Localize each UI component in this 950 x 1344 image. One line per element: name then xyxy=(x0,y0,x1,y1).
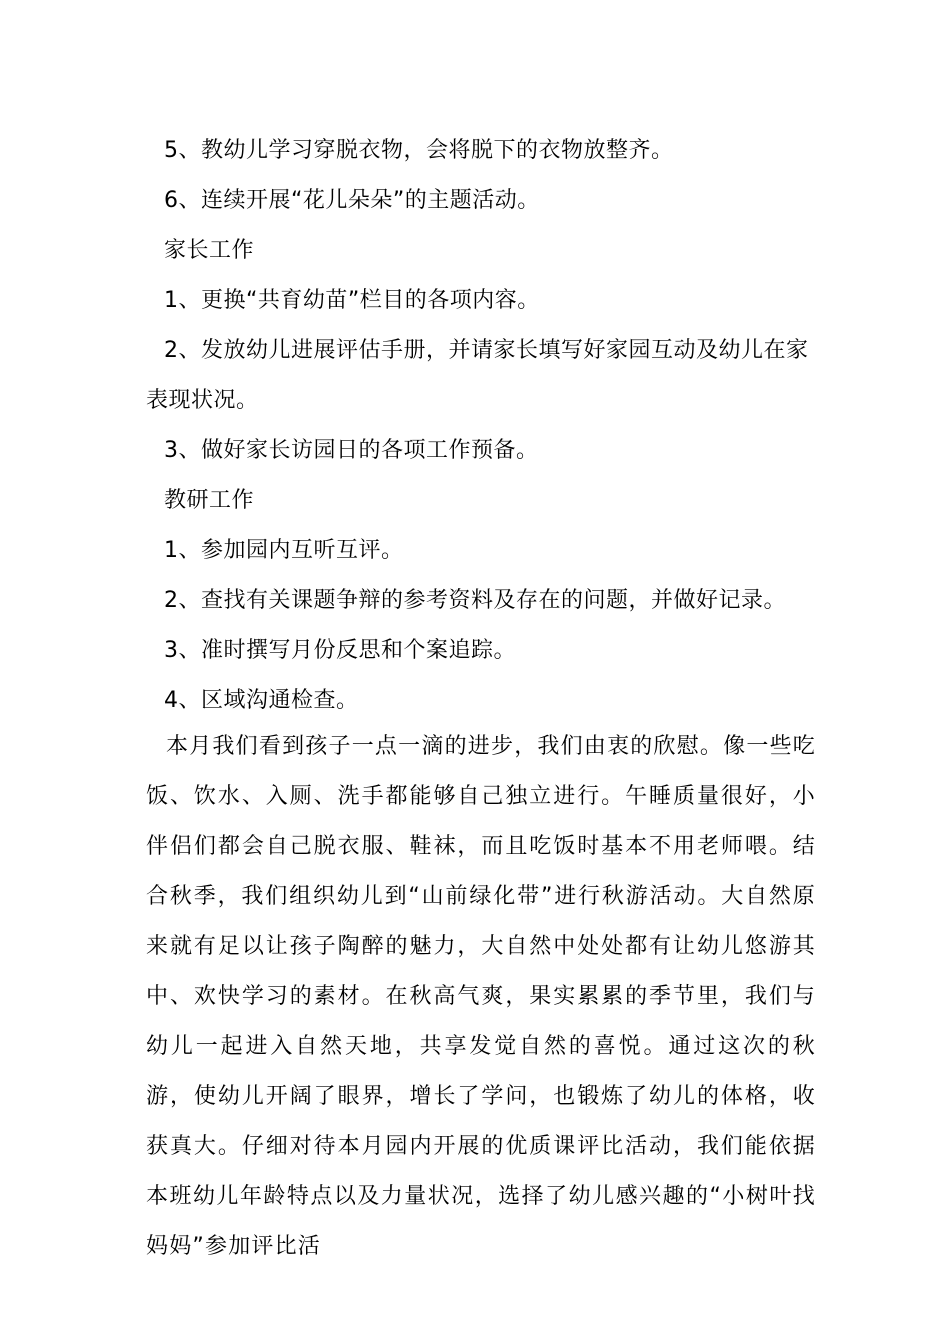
list-item-parents-2-continued: 表现状况。 xyxy=(146,388,259,413)
list-item-parents-1: 1、更换“共育幼苗”栏目的各项内容。 xyxy=(164,288,540,313)
section-heading-research: 教研工作 xyxy=(164,488,255,513)
list-item-research-3: 3、准时撰写月份反思和个案追踪。 xyxy=(164,638,516,663)
section-heading-parents: 家长工作 xyxy=(164,238,255,263)
summary-paragraph: 本月我们看到孩子一点一滴的进步，我们由衷的欣慰。像一些吃饭、饮水、入厕、洗手都能够自己独立进行。午睡质量很好，小伴侣们都会自己脱衣服、鞋袜，而且吃饭时基本不用老师喂。结合秋季，我们组织幼儿到“山前绿化带”进行秋游活动。大自然原来就有足以让孩子陶醉的魅力，大自然中处处都有让幼儿悠游其中、欢快学习的素材。在秋高气爽，果实累累的季节里，我们与幼儿一起进入自然天地，共享发觉自然的喜悦。通过这次的秋游，使幼儿开阔了眼界，增长了学问，也锻炼了幼儿的体格，收获真大。仔细对待本月园内开展的优质课评比活动，我们能依据本班幼儿年龄特点以及力量状况，选择了幼儿感兴趣的“小树叶找妈妈”参加评比活 xyxy=(146,734,816,1259)
list-item-research-2: 2、查找有关课题争辩的参考资料及存在的问题，并做好记录。 xyxy=(164,588,786,613)
list-item-care-5: 5、教幼儿学习穿脱衣物，会将脱下的衣物放整齐。 xyxy=(164,138,674,163)
list-item-care-6: 6、连续开展“花儿朵朵”的主题活动。 xyxy=(164,188,540,213)
list-item-research-1: 1、参加园内互听互评。 xyxy=(164,538,404,563)
list-item-parents-2: 2、发放幼儿进展评估手册，并请家长填写好家园互动及幼儿在家 xyxy=(164,338,809,363)
list-item-research-4: 4、区域沟通检查。 xyxy=(164,688,359,713)
list-item-parents-3: 3、做好家长访园日的各项工作预备。 xyxy=(164,438,539,463)
